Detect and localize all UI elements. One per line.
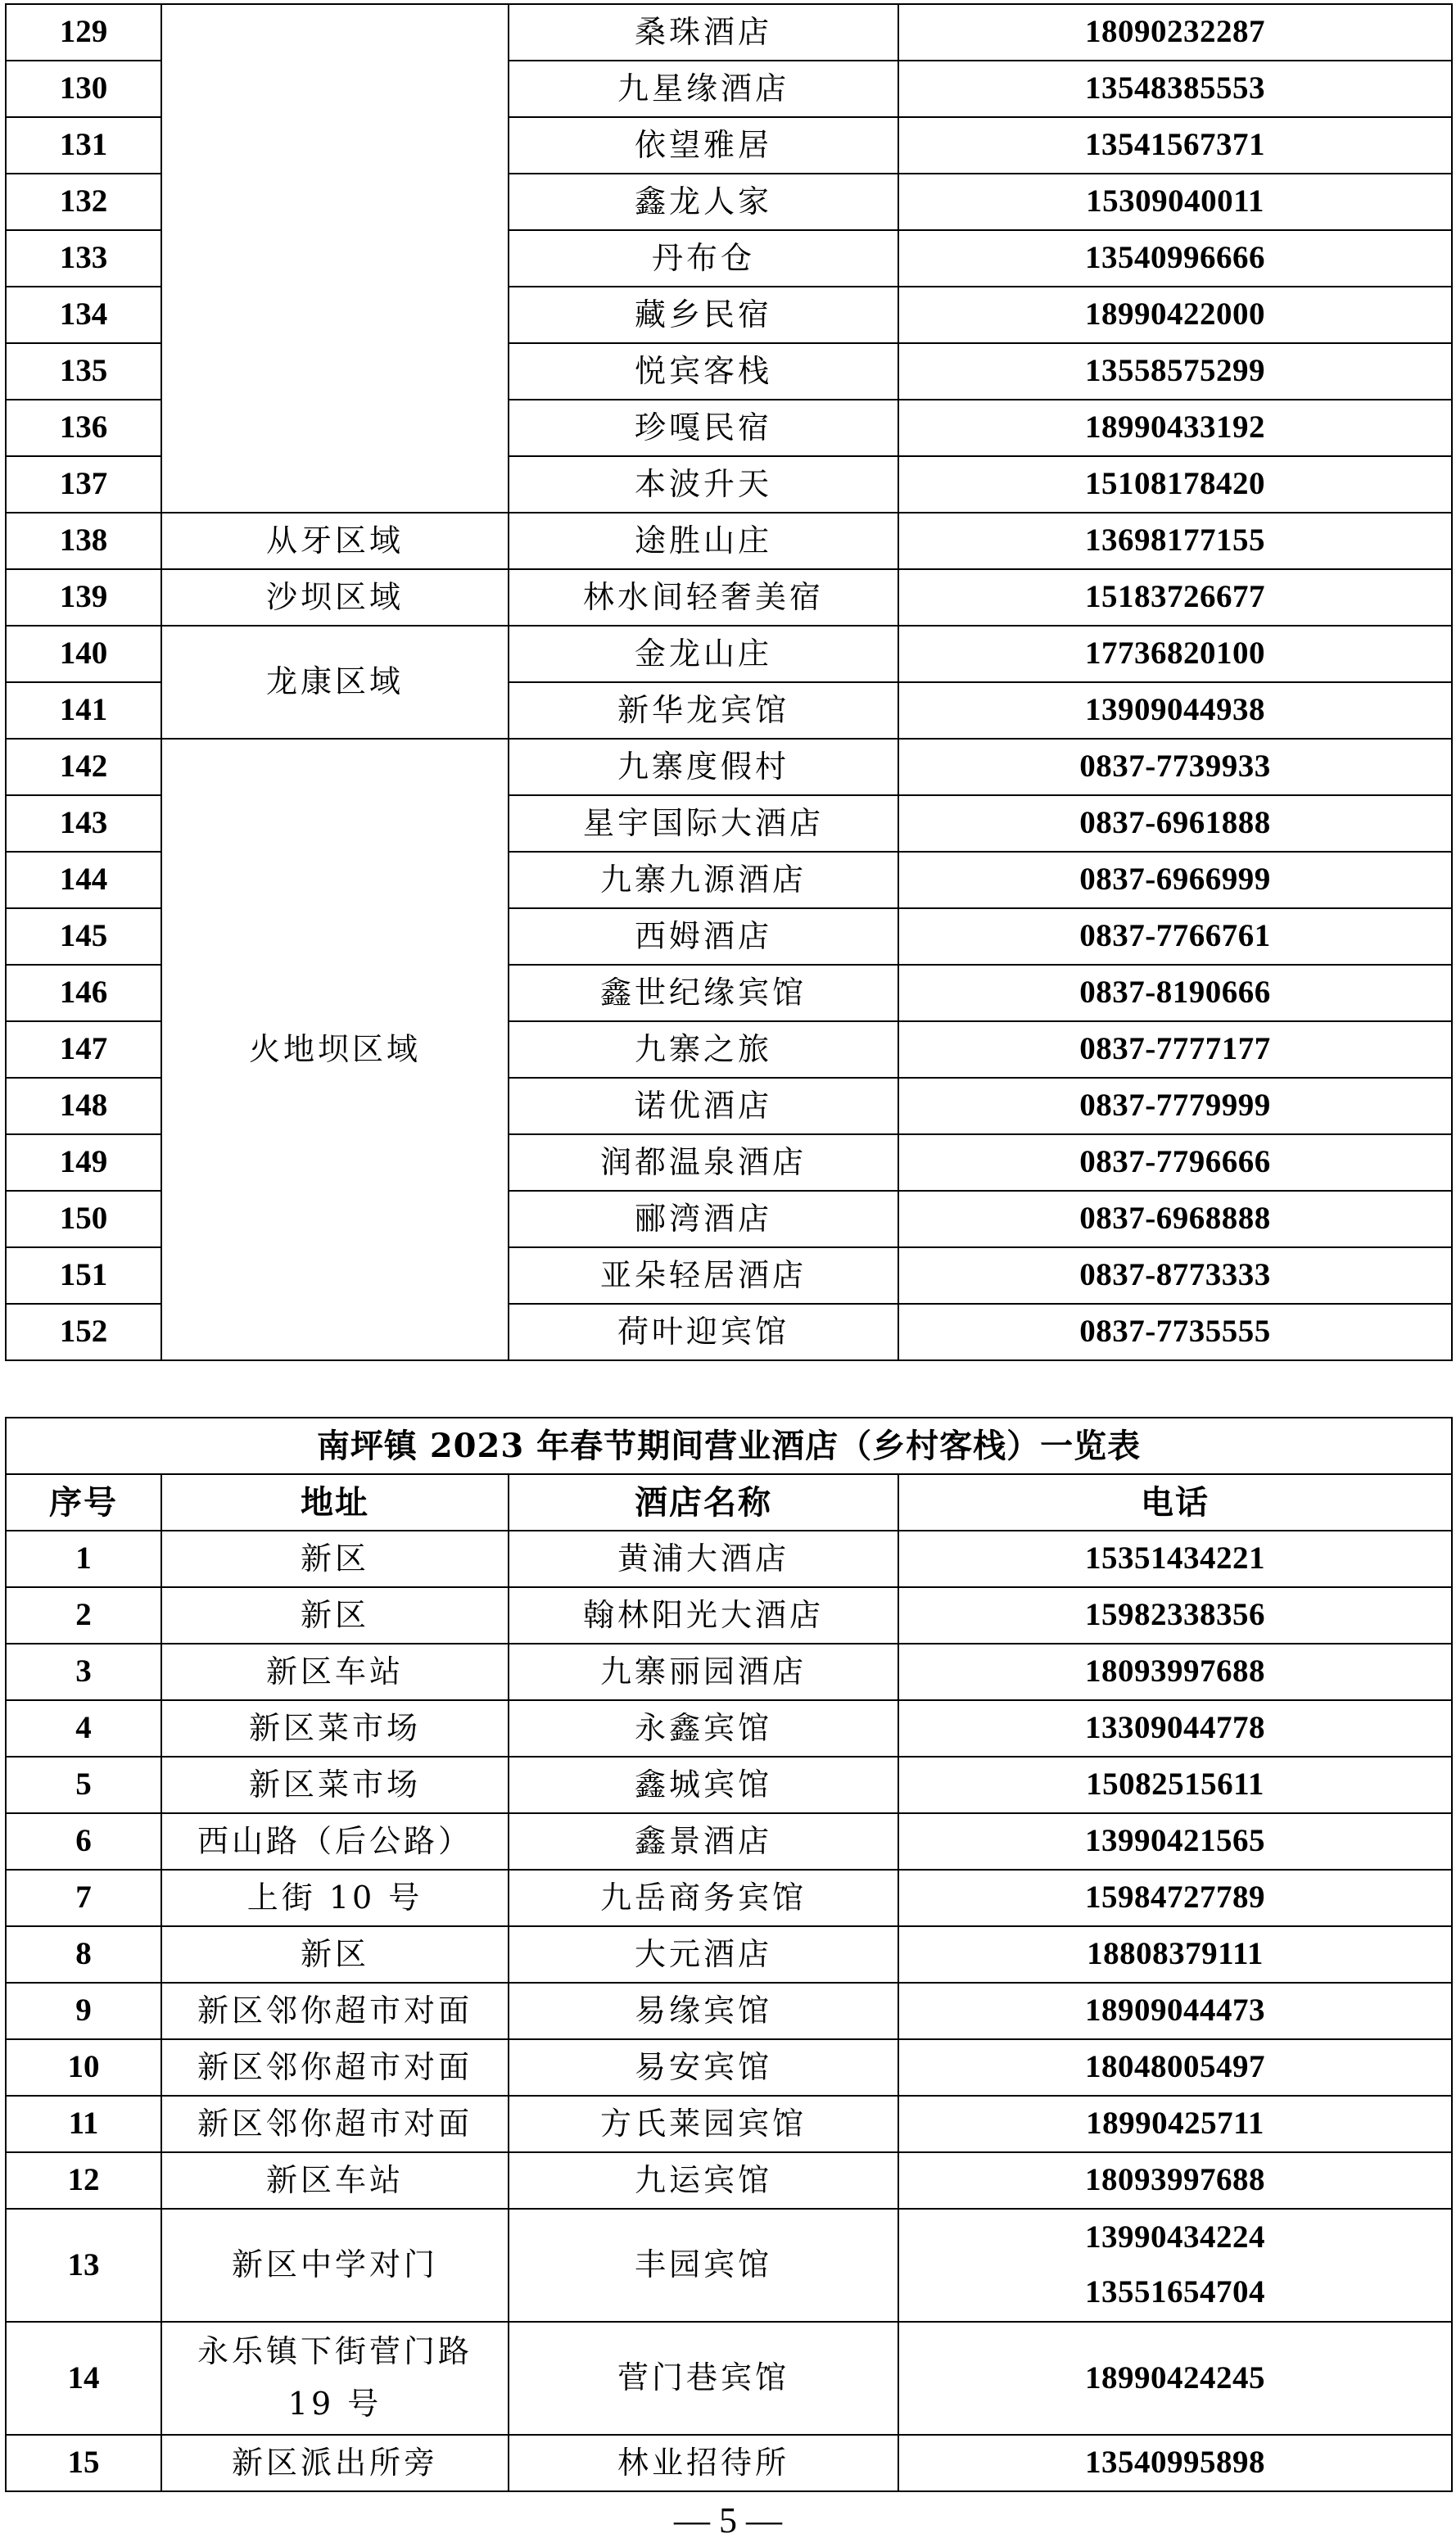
- address-cell: 新区: [161, 1531, 509, 1587]
- phone-number: 15082515611: [898, 1757, 1452, 1813]
- hotel-name: 鑫城宾馆: [509, 1757, 898, 1813]
- phone-number: 13548385553: [898, 61, 1452, 117]
- header-name: 酒店名称: [509, 1474, 898, 1531]
- table-row: [6, 626, 1452, 682]
- row-number: 3: [6, 1644, 161, 1700]
- hotel-name: 九寨九源酒店: [509, 852, 898, 908]
- table-row: [6, 1587, 1452, 1644]
- row-number: 151: [6, 1247, 161, 1304]
- phone-number: 15108178420: [898, 456, 1452, 513]
- address-cell: 新区菜市场: [161, 1700, 509, 1757]
- phone-number: 0837-7735555: [898, 1304, 1452, 1360]
- area-cell: [161, 4, 509, 513]
- table-header-row: [6, 1474, 1452, 1531]
- table-row: [6, 2209, 1452, 2322]
- table-row: [6, 1870, 1452, 1926]
- area-cell: 沙坝区域: [161, 569, 509, 626]
- hotel-name: 林水间轻奢美宿: [509, 569, 898, 626]
- phone-number: 13990421565: [898, 1813, 1452, 1870]
- phone-number: 15183726677: [898, 569, 1452, 626]
- row-number: 149: [6, 1134, 161, 1191]
- phone-number: 18990422000: [898, 287, 1452, 343]
- hotel-name: 方氏莱园宾馆: [509, 2096, 898, 2152]
- hotel-name: 鑫景酒店: [509, 1813, 898, 1870]
- phone-number-secondary: 13551654704: [1085, 2274, 1265, 2309]
- table-row: [6, 1531, 1452, 1587]
- phone-number: 13558575299: [898, 343, 1452, 400]
- address-cell: 新区车站: [161, 1644, 509, 1700]
- row-number: 139: [6, 569, 161, 626]
- row-number: 133: [6, 230, 161, 287]
- phone-number: 0837-7779999: [898, 1078, 1452, 1134]
- table-row: [6, 2039, 1452, 2096]
- hotel-name: 林业招待所: [509, 2435, 898, 2491]
- table-row: [6, 2322, 1452, 2435]
- row-number: 2: [6, 1587, 161, 1644]
- table-row: [6, 569, 1452, 626]
- address-cell: 新区中学对门: [161, 2209, 509, 2322]
- phone-number: 15984727789: [898, 1870, 1452, 1926]
- hotel-table-continued: [5, 3, 1453, 1361]
- row-number: 6: [6, 1813, 161, 1870]
- hotel-name: 金龙山庄: [509, 626, 898, 682]
- phone-number: 18093997688: [898, 1644, 1452, 1700]
- table-row: [6, 1700, 1452, 1757]
- phone-number: 18093997688: [898, 2152, 1452, 2209]
- phone-number: 18990425711: [898, 2096, 1452, 2152]
- row-number: 12: [6, 2152, 161, 2209]
- row-number: 5: [6, 1757, 161, 1813]
- phone-number: 13541567371: [898, 117, 1452, 174]
- address-cell: 新区派出所旁: [161, 2435, 509, 2491]
- row-number: 13: [6, 2209, 161, 2322]
- header-no: 序号: [6, 1474, 161, 1531]
- hotel-name: 大元酒店: [509, 1926, 898, 1983]
- row-number: 129: [6, 4, 161, 61]
- hotel-name: 荷叶迎宾馆: [509, 1304, 898, 1360]
- row-number: 8: [6, 1926, 161, 1983]
- hotel-name: 珍嘎民宿: [509, 400, 898, 456]
- phone-number: 17736820100: [898, 626, 1452, 682]
- hotel-name: 黄浦大酒店: [509, 1531, 898, 1587]
- row-number: 14: [6, 2322, 161, 2435]
- address-cell: 新区邻你超市对面: [161, 1983, 509, 2039]
- table-row: [6, 1813, 1452, 1870]
- hotel-name: 星宇国际大酒店: [509, 795, 898, 852]
- phone-number-group: [898, 2209, 1452, 2322]
- table-row: [6, 2152, 1452, 2209]
- table-row: [6, 4, 1452, 61]
- row-number: 132: [6, 174, 161, 230]
- address-cell: 新区: [161, 1926, 509, 1983]
- hotel-name: 诺优酒店: [509, 1078, 898, 1134]
- row-number: 145: [6, 908, 161, 965]
- hotel-name: 九星缘酒店: [509, 61, 898, 117]
- hotel-name: 九岳商务宾馆: [509, 1870, 898, 1926]
- address-cell: 新区邻你超市对面: [161, 2096, 509, 2152]
- hotel-name: 途胜山庄: [509, 513, 898, 569]
- address-line-2: 19 号: [287, 2386, 382, 2422]
- phone-number: 0837-8190666: [898, 965, 1452, 1021]
- phone-number: 0837-7739933: [898, 739, 1452, 795]
- address-cell: 新区菜市场: [161, 1757, 509, 1813]
- row-number: 10: [6, 2039, 161, 2096]
- address-cell: 上街 10 号: [161, 1870, 509, 1926]
- row-number: 152: [6, 1304, 161, 1360]
- hotel-name: 九寨度假村: [509, 739, 898, 795]
- hotel-name: 丹布仓: [509, 230, 898, 287]
- hotel-name: 翰林阳光大酒店: [509, 1587, 898, 1644]
- hotel-name: 九寨之旅: [509, 1021, 898, 1078]
- hotel-name: 鑫龙人家: [509, 174, 898, 230]
- row-number: 131: [6, 117, 161, 174]
- address-cell-group: [161, 2322, 509, 2435]
- row-number: 147: [6, 1021, 161, 1078]
- row-number: 138: [6, 513, 161, 569]
- hotel-name: 易安宾馆: [509, 2039, 898, 2096]
- table-row: [6, 1644, 1452, 1700]
- address-cell: 新区: [161, 1587, 509, 1644]
- row-number: 135: [6, 343, 161, 400]
- row-number: 11: [6, 2096, 161, 2152]
- hotel-name: 九运宾馆: [509, 2152, 898, 2209]
- row-number: 148: [6, 1078, 161, 1134]
- hotel-name: 悦宾客栈: [509, 343, 898, 400]
- address-cell: 西山路（后公路）: [161, 1813, 509, 1870]
- page-number: — 5 —: [674, 2500, 782, 2540]
- phone-number: 18808379111: [898, 1926, 1452, 1983]
- table-row: [6, 513, 1452, 569]
- row-number: 140: [6, 626, 161, 682]
- hotel-name: 润都温泉酒店: [509, 1134, 898, 1191]
- row-number: 144: [6, 852, 161, 908]
- row-number: 130: [6, 61, 161, 117]
- hotel-name: 藏乡民宿: [509, 287, 898, 343]
- row-number: 7: [6, 1870, 161, 1926]
- table-row: [6, 1983, 1452, 2039]
- hotel-name: 依望雅居: [509, 117, 898, 174]
- hotel-name: 永鑫宾馆: [509, 1700, 898, 1757]
- phone-number: 13909044938: [898, 682, 1452, 739]
- table-row: [6, 1757, 1452, 1813]
- row-number: 146: [6, 965, 161, 1021]
- header-address: 地址: [161, 1474, 509, 1531]
- hotel-name: 鑫世纪缘宾馆: [509, 965, 898, 1021]
- row-number: 1: [6, 1531, 161, 1587]
- phone-number: 0837-7796666: [898, 1134, 1452, 1191]
- phone-number: 0837-7766761: [898, 908, 1452, 965]
- row-number: 142: [6, 739, 161, 795]
- phone-number: 13540996666: [898, 230, 1452, 287]
- phone-number: 0837-7777177: [898, 1021, 1452, 1078]
- row-number: 143: [6, 795, 161, 852]
- row-number: 136: [6, 400, 161, 456]
- hotel-name: 西姆酒店: [509, 908, 898, 965]
- phone-number: 13309044778: [898, 1700, 1452, 1757]
- table-row: [6, 2096, 1452, 2152]
- row-number: 134: [6, 287, 161, 343]
- hotel-name: 丰园宾馆: [509, 2209, 898, 2322]
- nanping-hotel-table: [5, 1417, 1453, 2492]
- row-number: 141: [6, 682, 161, 739]
- header-phone: 电话: [898, 1474, 1452, 1531]
- table-row: [6, 2435, 1452, 2491]
- row-number: 15: [6, 2435, 161, 2491]
- table-title: 南坪镇 2023 年春节期间营业酒店（乡村客栈）一览表: [6, 1418, 1452, 1474]
- phone-number: 18048005497: [898, 2039, 1452, 2096]
- row-number: 9: [6, 1983, 161, 2039]
- hotel-name: 本波升天: [509, 456, 898, 513]
- phone-number: 15982338356: [898, 1587, 1452, 1644]
- phone-number: 18990424245: [898, 2322, 1452, 2435]
- address-cell: 新区邻你超市对面: [161, 2039, 509, 2096]
- row-number: 150: [6, 1191, 161, 1247]
- hotel-name: 易缘宾馆: [509, 1983, 898, 2039]
- phone-number: 0837-8773333: [898, 1247, 1452, 1304]
- phone-number: 18990433192: [898, 400, 1452, 456]
- row-number: 137: [6, 456, 161, 513]
- phone-number: 13540995898: [898, 2435, 1452, 2491]
- address-cell: 新区车站: [161, 2152, 509, 2209]
- phone-number: 18090232287: [898, 4, 1452, 61]
- hotel-name: 郦湾酒店: [509, 1191, 898, 1247]
- area-cell: 龙康区域: [161, 626, 509, 739]
- area-cell: 从牙区域: [161, 513, 509, 569]
- phone-number: 15309040011: [898, 174, 1452, 230]
- table-row: [6, 1926, 1452, 1983]
- phone-number: 0837-6968888: [898, 1191, 1452, 1247]
- phone-number: 13990434224: [1085, 2219, 1265, 2255]
- row-number: 4: [6, 1700, 161, 1757]
- table-title-row: [6, 1418, 1452, 1474]
- phone-number: 13698177155: [898, 513, 1452, 569]
- phone-number: 15351434221: [898, 1531, 1452, 1587]
- area-cell: 火地坝区域: [161, 739, 509, 1360]
- phone-number: 0837-6961888: [898, 795, 1452, 852]
- hotel-name: 桑珠酒店: [509, 4, 898, 61]
- table-row: [6, 739, 1452, 795]
- hotel-name: 菅门巷宾馆: [509, 2322, 898, 2435]
- hotel-name: 新华龙宾馆: [509, 682, 898, 739]
- address-line: 永乐镇下街菅门路: [197, 2333, 473, 2370]
- phone-number: 18909044473: [898, 1983, 1452, 2039]
- hotel-name: 九寨丽园酒店: [509, 1644, 898, 1700]
- phone-number: 0837-6966999: [898, 852, 1452, 908]
- hotel-name: 亚朵轻居酒店: [509, 1247, 898, 1304]
